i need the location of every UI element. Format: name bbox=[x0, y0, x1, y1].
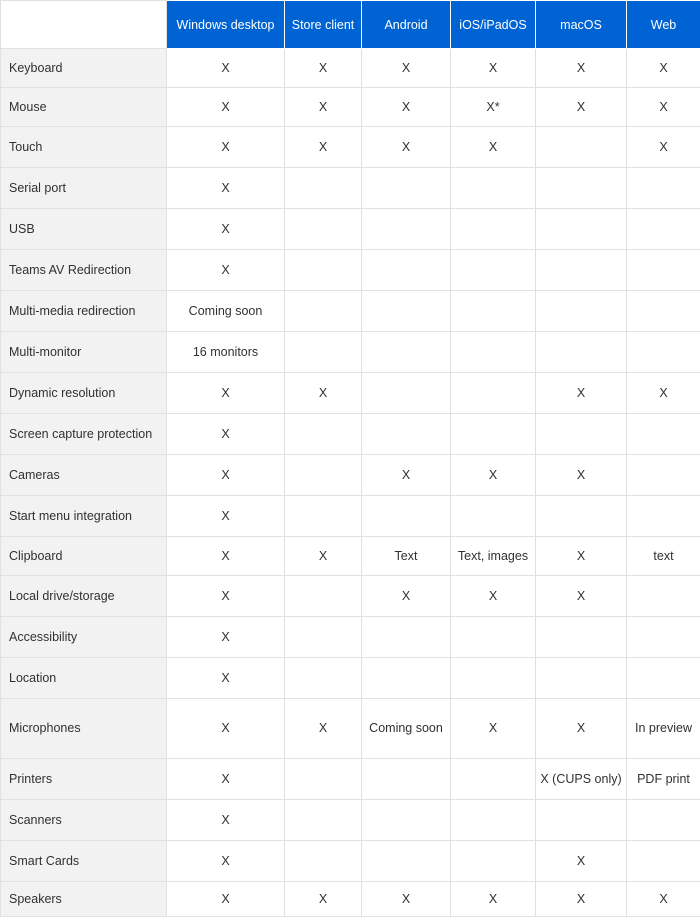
support-cell-windows-desktop: X bbox=[167, 168, 285, 209]
header-android: Android bbox=[362, 1, 451, 49]
table-row bbox=[1, 800, 700, 841]
support-cell-web bbox=[627, 414, 700, 455]
support-cell-windows-desktop: X bbox=[167, 658, 285, 699]
support-cell-store-client bbox=[285, 658, 362, 699]
support-cell-android: X bbox=[362, 88, 451, 127]
feature-name-cell: Multi-media redirection bbox=[1, 291, 167, 332]
support-cell-ios-ipados bbox=[451, 496, 536, 537]
support-cell-macos: X bbox=[536, 88, 627, 127]
feature-name-cell: Dynamic resolution bbox=[1, 373, 167, 414]
table-row bbox=[1, 373, 700, 414]
feature-name-cell: Clipboard bbox=[1, 537, 167, 576]
table-row bbox=[1, 841, 700, 882]
table-row bbox=[1, 88, 700, 127]
support-cell-web: X bbox=[627, 127, 700, 168]
support-cell-store-client: X bbox=[285, 49, 362, 88]
support-cell-web: In preview bbox=[627, 699, 700, 759]
support-cell-ios-ipados bbox=[451, 332, 536, 373]
feature-name-cell: Teams AV Redirection bbox=[1, 250, 167, 291]
support-cell-windows-desktop: X bbox=[167, 699, 285, 759]
support-cell-android bbox=[362, 800, 451, 841]
support-cell-store-client: X bbox=[285, 882, 362, 917]
table-row bbox=[1, 576, 700, 617]
support-cell-windows-desktop: X bbox=[167, 49, 285, 88]
header-corner bbox=[1, 1, 167, 49]
table-row bbox=[1, 332, 700, 373]
feature-name-cell: Touch bbox=[1, 127, 167, 168]
support-cell-macos bbox=[536, 291, 627, 332]
table-row bbox=[1, 49, 700, 88]
support-cell-macos bbox=[536, 209, 627, 250]
support-cell-windows-desktop: X bbox=[167, 759, 285, 800]
feature-name-cell: Multi-monitor bbox=[1, 332, 167, 373]
support-cell-macos: X bbox=[536, 373, 627, 414]
support-cell-android bbox=[362, 617, 451, 658]
support-cell-ios-ipados bbox=[451, 414, 536, 455]
support-cell-store-client bbox=[285, 168, 362, 209]
header-ios-ipados: iOS/iPadOS bbox=[451, 1, 536, 49]
support-cell-windows-desktop: X bbox=[167, 841, 285, 882]
header-store-client: Store client bbox=[285, 1, 362, 49]
support-cell-windows-desktop: X bbox=[167, 88, 285, 127]
header-windows-desktop: Windows desktop bbox=[167, 1, 285, 49]
support-cell-macos: X bbox=[536, 699, 627, 759]
support-cell-ios-ipados: X bbox=[451, 882, 536, 917]
support-cell-android bbox=[362, 373, 451, 414]
support-cell-web bbox=[627, 658, 700, 699]
support-cell-web bbox=[627, 332, 700, 373]
support-cell-store-client bbox=[285, 800, 362, 841]
support-cell-ios-ipados: X bbox=[451, 699, 536, 759]
support-cell-ios-ipados: X* bbox=[451, 88, 536, 127]
support-cell-android bbox=[362, 414, 451, 455]
support-cell-ios-ipados bbox=[451, 658, 536, 699]
feature-name-cell: USB bbox=[1, 209, 167, 250]
support-cell-macos bbox=[536, 496, 627, 537]
support-cell-windows-desktop: X bbox=[167, 455, 285, 496]
support-cell-ios-ipados: Text, images bbox=[451, 537, 536, 576]
table-row bbox=[1, 496, 700, 537]
support-cell-android bbox=[362, 658, 451, 699]
support-cell-store-client bbox=[285, 496, 362, 537]
support-cell-windows-desktop: X bbox=[167, 373, 285, 414]
support-cell-macos: X bbox=[536, 841, 627, 882]
support-cell-macos bbox=[536, 800, 627, 841]
support-cell-macos: X bbox=[536, 882, 627, 917]
support-cell-macos bbox=[536, 332, 627, 373]
support-cell-web: PDF print bbox=[627, 759, 700, 800]
support-cell-web bbox=[627, 617, 700, 658]
support-cell-ios-ipados: X bbox=[451, 49, 536, 88]
support-cell-web: X bbox=[627, 373, 700, 414]
support-cell-macos bbox=[536, 617, 627, 658]
support-cell-macos: X bbox=[536, 49, 627, 88]
feature-name-cell: Scanners bbox=[1, 800, 167, 841]
support-cell-store-client: X bbox=[285, 88, 362, 127]
support-cell-store-client bbox=[285, 332, 362, 373]
support-cell-macos bbox=[536, 168, 627, 209]
support-cell-ios-ipados: X bbox=[451, 576, 536, 617]
support-cell-android: X bbox=[362, 455, 451, 496]
feature-name-cell: Location bbox=[1, 658, 167, 699]
support-cell-windows-desktop: X bbox=[167, 127, 285, 168]
support-cell-windows-desktop: 16 monitors bbox=[167, 332, 285, 373]
support-cell-macos bbox=[536, 658, 627, 699]
support-cell-store-client: X bbox=[285, 699, 362, 759]
support-cell-macos: X bbox=[536, 537, 627, 576]
support-cell-android bbox=[362, 168, 451, 209]
table-row bbox=[1, 617, 700, 658]
table-row bbox=[1, 455, 700, 496]
support-cell-android bbox=[362, 209, 451, 250]
support-cell-ios-ipados bbox=[451, 291, 536, 332]
support-cell-ios-ipados bbox=[451, 250, 536, 291]
support-cell-android: Coming soon bbox=[362, 699, 451, 759]
support-cell-store-client: X bbox=[285, 127, 362, 168]
table-row bbox=[1, 168, 700, 209]
support-cell-store-client bbox=[285, 291, 362, 332]
support-cell-store-client bbox=[285, 576, 362, 617]
table-row bbox=[1, 537, 700, 576]
feature-name-cell: Speakers bbox=[1, 882, 167, 917]
support-cell-ios-ipados: X bbox=[451, 455, 536, 496]
header-macos: macOS bbox=[536, 1, 627, 49]
support-cell-ios-ipados bbox=[451, 209, 536, 250]
table-row bbox=[1, 250, 700, 291]
header-web: Web bbox=[627, 1, 700, 49]
support-cell-ios-ipados bbox=[451, 800, 536, 841]
support-cell-ios-ipados bbox=[451, 841, 536, 882]
support-cell-web bbox=[627, 800, 700, 841]
support-cell-windows-desktop: X bbox=[167, 496, 285, 537]
feature-name-cell: Mouse bbox=[1, 88, 167, 127]
feature-name-cell: Printers bbox=[1, 759, 167, 800]
feature-name-cell: Serial port bbox=[1, 168, 167, 209]
support-cell-ios-ipados bbox=[451, 373, 536, 414]
support-cell-web bbox=[627, 250, 700, 291]
support-cell-windows-desktop: X bbox=[167, 537, 285, 576]
support-cell-macos bbox=[536, 414, 627, 455]
support-cell-android bbox=[362, 841, 451, 882]
support-cell-android: X bbox=[362, 127, 451, 168]
support-cell-windows-desktop: X bbox=[167, 882, 285, 917]
support-cell-macos bbox=[536, 127, 627, 168]
support-cell-store-client: X bbox=[285, 373, 362, 414]
support-cell-web bbox=[627, 209, 700, 250]
support-cell-ios-ipados bbox=[451, 759, 536, 800]
table-row bbox=[1, 699, 700, 759]
support-cell-store-client bbox=[285, 841, 362, 882]
support-cell-android: X bbox=[362, 576, 451, 617]
table-row bbox=[1, 658, 700, 699]
feature-name-cell: Keyboard bbox=[1, 49, 167, 88]
support-cell-web bbox=[627, 291, 700, 332]
support-cell-macos: X (CUPS only) bbox=[536, 759, 627, 800]
feature-name-cell: Start menu integration bbox=[1, 496, 167, 537]
support-cell-web bbox=[627, 168, 700, 209]
support-cell-windows-desktop: X bbox=[167, 209, 285, 250]
feature-name-cell: Microphones bbox=[1, 699, 167, 759]
support-cell-web bbox=[627, 496, 700, 537]
support-cell-store-client bbox=[285, 455, 362, 496]
support-cell-android bbox=[362, 759, 451, 800]
support-cell-web bbox=[627, 455, 700, 496]
support-cell-store-client bbox=[285, 250, 362, 291]
support-cell-windows-desktop: X bbox=[167, 250, 285, 291]
feature-name-cell: Cameras bbox=[1, 455, 167, 496]
header-row bbox=[1, 1, 700, 49]
feature-name-cell: Smart Cards bbox=[1, 841, 167, 882]
support-cell-store-client: X bbox=[285, 537, 362, 576]
support-cell-store-client bbox=[285, 414, 362, 455]
support-cell-web: X bbox=[627, 88, 700, 127]
support-cell-web: X bbox=[627, 882, 700, 917]
support-cell-android: X bbox=[362, 882, 451, 917]
support-cell-macos: X bbox=[536, 576, 627, 617]
support-cell-ios-ipados bbox=[451, 617, 536, 658]
support-cell-store-client bbox=[285, 209, 362, 250]
support-cell-android bbox=[362, 291, 451, 332]
table-row bbox=[1, 209, 700, 250]
support-cell-ios-ipados: X bbox=[451, 127, 536, 168]
support-cell-macos: X bbox=[536, 455, 627, 496]
support-cell-windows-desktop: X bbox=[167, 800, 285, 841]
support-cell-android bbox=[362, 250, 451, 291]
support-cell-store-client bbox=[285, 759, 362, 800]
feature-name-cell: Local drive/storage bbox=[1, 576, 167, 617]
table-row bbox=[1, 882, 700, 917]
support-cell-android: X bbox=[362, 49, 451, 88]
support-cell-android: Text bbox=[362, 537, 451, 576]
support-cell-web bbox=[627, 576, 700, 617]
support-cell-web bbox=[627, 841, 700, 882]
table-row bbox=[1, 759, 700, 800]
support-cell-macos bbox=[536, 250, 627, 291]
support-cell-windows-desktop: X bbox=[167, 576, 285, 617]
table-row bbox=[1, 414, 700, 455]
feature-name-cell: Accessibility bbox=[1, 617, 167, 658]
support-cell-web: X bbox=[627, 49, 700, 88]
support-cell-web: text bbox=[627, 537, 700, 576]
support-cell-android bbox=[362, 332, 451, 373]
support-cell-ios-ipados bbox=[451, 168, 536, 209]
support-cell-windows-desktop: Coming soon bbox=[167, 291, 285, 332]
table-row bbox=[1, 127, 700, 168]
feature-name-cell: Screen capture protection bbox=[1, 414, 167, 455]
table-row bbox=[1, 291, 700, 332]
support-cell-windows-desktop: X bbox=[167, 617, 285, 658]
support-cell-android bbox=[362, 496, 451, 537]
support-cell-store-client bbox=[285, 617, 362, 658]
support-cell-windows-desktop: X bbox=[167, 414, 285, 455]
